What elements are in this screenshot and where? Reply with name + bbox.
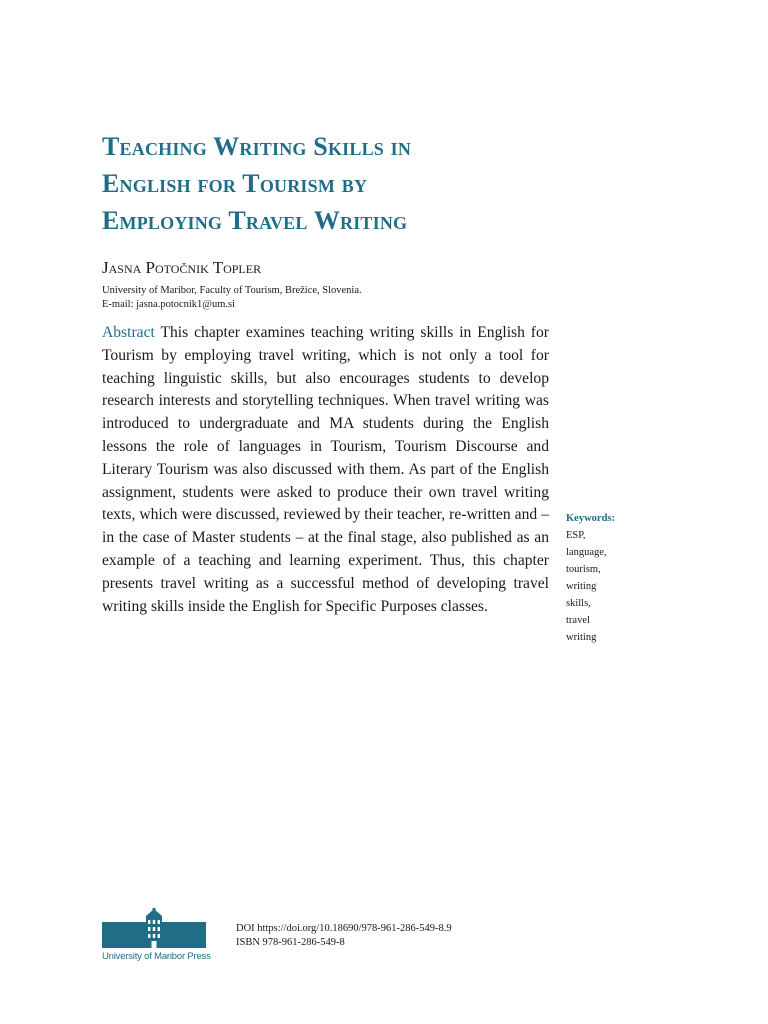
publication-info — [236, 922, 452, 950]
abstract-text: This chapter examines teaching writing skills in English for Tourism by employing travel writing, which is not only a tool for teaching linguistic skills, but also encourages students to develop research interests and storytelling techniques. When travel writing was introduced to undergraduate and MA students during the English lessons the role of languages in Tourism, Tourism Discourse and Literary Tourism was also discussed with them. As part of the English assignment, students were asked to produce their own travel writing texts, which were discussed, reviewed by their teacher, re-written and – in the case of Master students – at the final stage, also published as an example of a teaching and learning experiment. Thus, this chapter presents travel writing as a successful method of developing travel writing skills inside the English for Specific Purposes classes. — [102, 324, 549, 615]
author-name: Jasna Potočnik Topler — [102, 258, 262, 277]
keyword-item: writing — [566, 581, 597, 592]
title-line: Teaching Writing Skills in — [102, 132, 412, 161]
email-text: E-mail: jasna.potocnik1@um.si — [102, 299, 236, 310]
abstract-label: Abstract — [102, 324, 155, 341]
keyword-item: travel — [566, 615, 590, 626]
logo-text: University of Maribor Press — [102, 951, 211, 962]
keyword-item: skills, — [566, 598, 591, 609]
title-line: English for Tourism by — [102, 169, 368, 198]
affiliation-text: University of Maribor, Faculty of Tourism, Brežice, Slovenia. — [102, 285, 362, 296]
title-line: Employing Travel Writing — [102, 206, 408, 235]
keywords-sidebar — [566, 510, 646, 646]
keywords-label: Keywords: — [566, 513, 615, 524]
keyword-item: writing — [566, 632, 597, 643]
author-affiliation — [102, 284, 362, 312]
doi-text: DOI https://doi.org/10.18690/978-961-286-549-8.9 — [236, 923, 452, 934]
isbn-text: ISBN 978-961-286-549-8 — [236, 937, 345, 948]
abstract — [102, 322, 549, 618]
keyword-item: ESP, — [566, 530, 586, 541]
keyword-item: tourism, — [566, 564, 601, 575]
keyword-item: language, — [566, 547, 607, 558]
chapter-title — [102, 128, 562, 239]
